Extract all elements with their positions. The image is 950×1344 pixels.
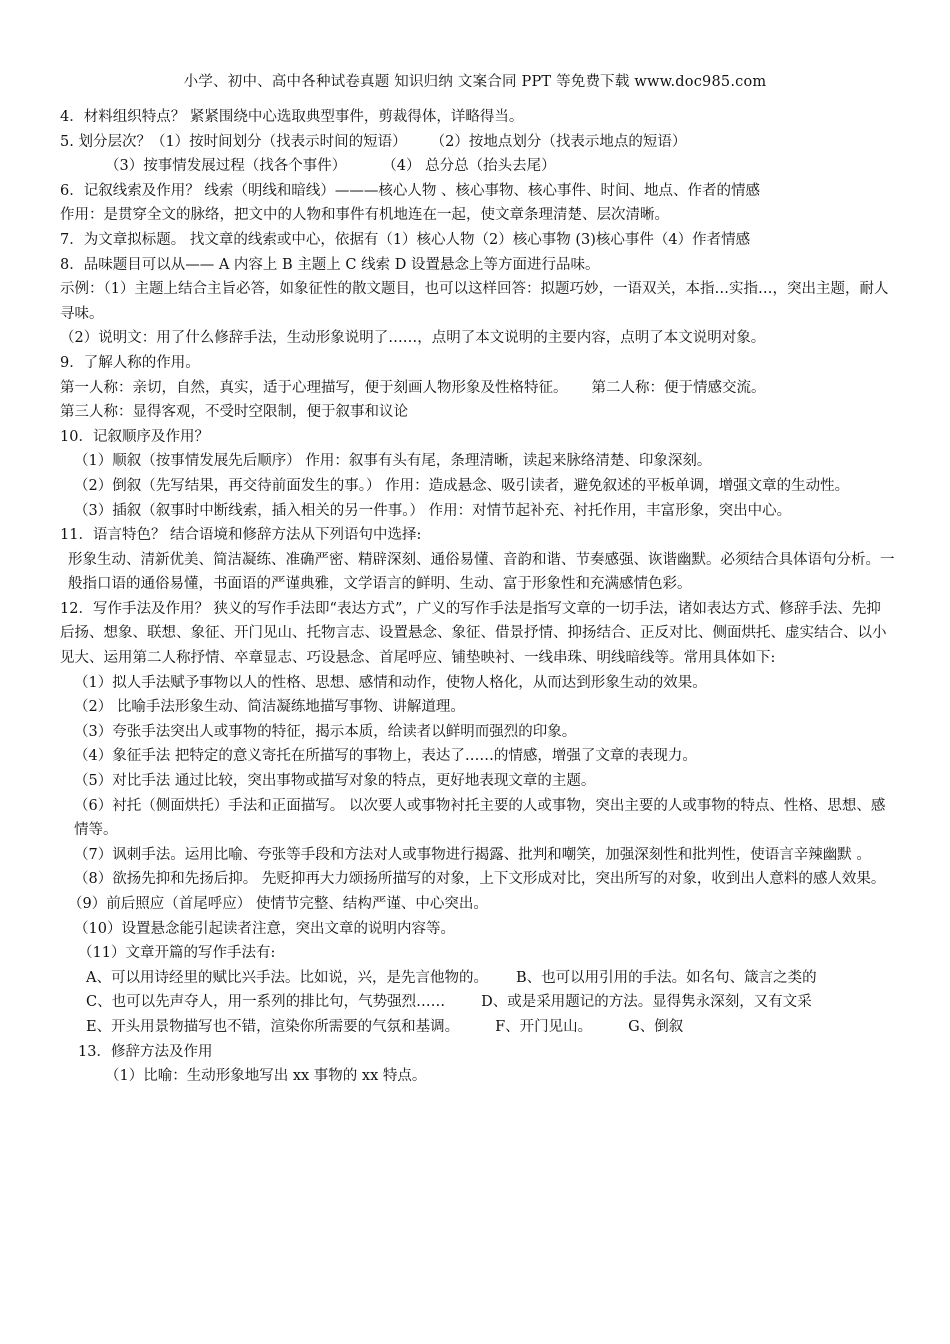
second-person: 第二人称：便于情感交流。	[591, 379, 766, 396]
item-12-6: （6）衬托（侧面烘托）手法和正面描写。 以次要人或事物衬托主要的人或事物，突出主要的人或事物的特点、性格、思想、感情等。	[74, 797, 886, 839]
item-7: 7．为文章拟标题。 找文章的线索或中心，依据有（1）核心人物（2）核心事物 (3)核心事件（4）作者情感	[60, 231, 751, 248]
item-10-2: （2）倒叙（先写结果，再交待前面发生的事。） 作用：造成悬念、吸引读者，避免叙述的平板单调，增强文章的生动性。	[74, 477, 850, 494]
item-12-11-cd	[60, 990, 895, 1015]
item-8-example-1: 示例：（1）主题上结合主旨必答，如象征性的散文题目，也可以这样回答：拟题巧妙，一语双关，本指…实指…，突出主题，耐人寻味。	[60, 281, 889, 322]
item-10-1: （1）顺叙（按事情发展先后顺序） 作用：叙事有头有尾，条理清晰，读起来脉络清楚、印象深刻。	[74, 453, 712, 470]
page-header: 小学、初中、高中各种试卷真题 知识归纳 文案合同 PPT 等免费下载 www.doc985.com	[183, 74, 767, 90]
opening-c: C、也可以先声夺人，用一系列的排比句，气势强烈……	[86, 994, 446, 1011]
item-12-8: （8）欲扬先抑和先扬后抑。 先贬抑再大力颂扬所描写的对象，上下文形成对比，突出所写的对象，收到出人意料的感人效果。	[74, 871, 886, 888]
item-11-body: 形象生动、清新优美、简洁凝练、准确严密、精辟深刻、通俗易懂、音韵和谐、节奏感强、诙谐幽默。必须结合具体语句分析。一般指口语的通俗易懂，书面语的严谨典雅，文学语言的鲜明、生动、富于形象性和充满感情色彩。	[68, 551, 895, 593]
item-12-7: （7）讽刺手法。运用比喻、夸张等手段和方法对人或事物进行揭露、批判和嘲笑，加强深刻性和批判性，使语言辛辣幽默 。	[74, 846, 871, 863]
item-5-part-c: （3）按事情发展过程（找各个事件）	[105, 158, 347, 175]
item-6-function: 作用：是贯穿全文的脉络，把文中的人物和事件有机地连在一起，使文章条理清楚、层次清晰。	[60, 207, 669, 224]
item-13-1: （1）比喻：生动形象地写出 xx 事物的 xx 特点。	[105, 1068, 427, 1085]
item-5-part-d: （4） 总分总（抬头去尾）	[382, 158, 556, 175]
item-9-third: 第三人称：显得客观，不受时空限制，便于叙事和议论	[60, 404, 408, 421]
opening-f: F、开门见山。	[495, 1018, 593, 1035]
first-person: 第一人称：亲切，自然，真实，适于心理描写，便于刻画人物形象及性格特征。	[60, 379, 568, 396]
item-10: 10．记叙顺序及作用？	[60, 428, 209, 445]
item-13: 13．修辞方法及作用	[78, 1043, 213, 1060]
item-12-2: （2） 比喻手法形象生动、简洁凝练地描写事物、讲解道理。	[74, 699, 465, 716]
item-8: 8．品味题目可以从—— A 内容上 B 主题上 C 线索 D 设置悬念上等方面进行品味。	[60, 256, 600, 273]
item-12-4: （4）象征手法 把特定的意义寄托在所描写的事物上，表达了……的情感，增强了文章的表现力。	[74, 748, 697, 765]
opening-e: E、开头用景物描写也不错，渲染你所需要的气氛和基调。	[86, 1018, 460, 1035]
item-12-10: （10）设置悬念能引起读者注意，突出文章的说明内容等。	[74, 920, 455, 937]
item-12-5: （5）对比手法 通过比较，突出事物或描写对象的特点，更好地表现文章的主题。	[74, 773, 596, 790]
item-12-11-ab	[60, 966, 895, 991]
opening-a: A、可以用诗经里的赋比兴手法。比如说，兴，是先言他物的。	[86, 969, 488, 986]
item-8-example-2: （2）说明文：用了什么修辞手法，生动形象说明了……，点明了本文说明的主要内容，点明了本文说明对象。	[60, 330, 766, 347]
item-9: 9．了解人称的作用。	[60, 354, 200, 371]
item-12-11-efg	[60, 1015, 895, 1040]
item-4: 4．材料组织特点？ 紧紧围绕中心选取典型事件，剪裁得体，详略得当。	[60, 109, 524, 125]
item-6: 6．记叙线索及作用？ 线索（明线和暗线）———核心人物 、核心事物、核心事件、时间、地点、作者的情感	[60, 182, 760, 199]
opening-g: G、倒叙	[628, 1018, 684, 1035]
item-5-cont	[60, 154, 895, 179]
item-12-1: （1）拟人手法赋予事物以人的性格、思想、感情和动作，使物人格化，从而达到形象生动的效果。	[74, 674, 707, 691]
item-12-3: （3）夸张手法突出人或事物的特征，揭示本质，给读者以鲜明而强烈的印象。	[74, 723, 577, 740]
item-12-11: （11）文章开篇的写作手法有:	[78, 945, 276, 962]
item-5-part-a: 5. 划分层次？（1）按时间划分（找表示时间的短语）	[60, 133, 407, 150]
item-5	[60, 130, 895, 155]
opening-d: D、或是采用题记的方法。显得隽永深刻，又有文采	[481, 994, 812, 1011]
item-9-first-second	[60, 376, 895, 401]
item-12: 12．写作手法及作用？ 狭义的写作手法即“表达方式”，广义的写作手法是指写文章的一切手法，诸如表达方式、修辞手法、先抑后扬、想象、联想、象征、开门见山、托物言志、设置悬念、象征、借景抒情、抑扬结合、正反对比、侧面烘托、虚实结合、以小见大、运用第二人称抒情、卒章显志、巧设悬念、首尾呼应、铺垫映衬、一线串珠、明线暗线等。常用具体如下:	[60, 600, 887, 667]
item-5-part-b: （2）按地点划分（找表示地点的短语）	[430, 133, 687, 150]
item-12-9: （9）前后照应（首尾呼应） 使情节完整、结构严谨、中心突出。	[68, 896, 488, 912]
opening-b: B、也可以用引用的手法。如名句、箴言之类的	[515, 969, 817, 986]
document-body	[60, 105, 895, 1089]
item-11: 11．语言特色？ 结合语境和修辞方法从下列语句中选择:	[60, 527, 422, 544]
item-10-3: （3）插叙（叙事时中断线索，插入相关的另一件事。） 作用：对情节起补充、衬托作用，丰富形象，突出中心。	[74, 502, 792, 519]
